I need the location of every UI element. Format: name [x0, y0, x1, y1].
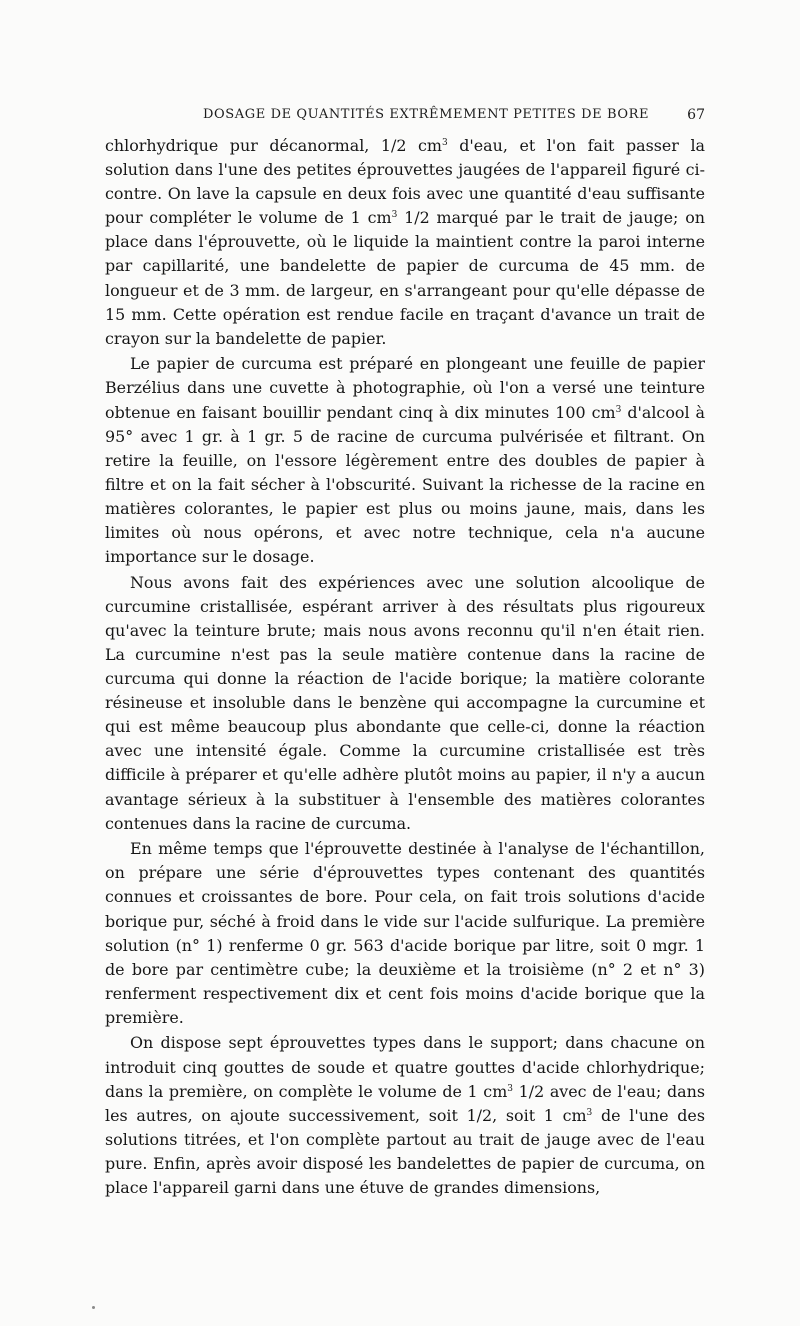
- text-run: Nous avons fait des expériences avec une solution alcoolique de curcumine cristallisée, espérant arriver à des résultats plus rigoureux qu'avec la teinture brute; mais nous avons reconnu qu'il n'en était rien. La curcumine n'est pas la seule matière contenue dans la racine de curcuma qui donne la réaction de l'acide borique; la matière colorante résineuse et insoluble dans le benzène qui accompagne la curcumine et qui est même beaucoup plus abondante que celle-ci, donne la réaction avec une intensité égale. Comme la curcumine cristallisée est très difficile à préparer et qu'elle adhère plutôt moins au papier, il n'y a aucun avantage sérieux à la substituer à l'ensemble des matières colorantes contenues dans la racine de curcuma.: [105, 572, 705, 833]
- text-run: En même temps que l'éprouvette destinée à l'analyse de l'échantillon, on prépare une série d'éprouvettes types contenant des quantités connues et croissantes de bore. Pour cela, on fait trois solutions d'acide borique pur, séché à froid dans le vide sur l'acide sulfurique. La première solution (n° 1) renferme 0 gr. 563 d'acide borique par litre, soit 0 mgr. 1 de bore par centimètre cube; la deuxième et la troisième (n° 2 et n° 3) renferment respectivement dix et cent fois moins d'acide borique que la première.: [105, 839, 705, 1027]
- text-run: de l'une des solutions titrées, et l'on complète partout au trait de jauge avec de l'eau pure. Enfin, après avoir disposé les bandelettes de papier de curcuma, on place l'appareil garni dans une étuve de grandes dimensions,: [105, 1105, 705, 1198]
- running-head: [105, 104, 705, 126]
- paragraph-curcumine-experiments: [105, 571, 705, 836]
- text-run: On dispose sept éprouvettes types dans le support; dans chacune on introduit cinq gouttes de soude et quatre gouttes d'acide chlorhydrique; dans la première, on complète le volume de 1 cm: [105, 1033, 705, 1101]
- paragraph-standard-series: [105, 837, 705, 1030]
- superscript: 3: [586, 1107, 593, 1118]
- page-number: 67: [687, 107, 705, 123]
- text-run: d'eau, et l'on fait passer la solution dans l'une des petites éprouvettes jaugées de l'appareil figuré ci-contre. On lave la capsule en deux fois avec une quantité d'eau suffisante pour compléter le volume de 1 cm: [105, 136, 705, 228]
- superscript: 3: [507, 1083, 513, 1094]
- superscript: 3: [615, 404, 622, 415]
- text-run: d'alcool à 95° avec 1 gr. à 1 gr. 5 de racine de curcuma pulvérisée et filtrant. On retire la feuille, on l'essore légèrement entre des doubles de papier à filtre et on la fait sécher à l'obscurité. Suivant la richesse de la racine en matières colorantes, le papier est plus ou moins jaune, mais, dans les limites où nous opérons, et avec notre technique, cela n'a aucune importance sur le dosage.: [105, 402, 706, 567]
- superscript: 3: [391, 210, 398, 221]
- text-run: chlorhydrique pur décanormal, 1/2 cm: [105, 136, 442, 155]
- paragraph-continued: [105, 134, 705, 351]
- text-run: 1/2 marqué par le trait de jauge; on place dans l'éprouvette, où le liquide la maintient contre la paroi interne par capillarité, une bandelette de papier de curcuma de 45 mm. de longueur et de 3 mm. de largeur, en s'arrangeant pour qu'elle dépasse de 15 mm. Cette opération est rendue facile en traçant d'avance un trait de crayon sur la bandelette de papier.: [105, 208, 705, 348]
- paragraph-curcuma-paper: [105, 352, 705, 569]
- superscript: 3: [441, 138, 448, 148]
- text-run: Le papier de curcuma est préparé en plongeant une feuille de papier Berzélius dans une cuvette à photographie, où l'on a versé une teinture obtenue en faisant bouillir pendant cinq à dix minutes 100 cm: [105, 354, 705, 422]
- paragraph-standard-tubes: [105, 1031, 705, 1200]
- running-title: DOSAGE DE QUANTITÉS EXTRÊMEMENT PETITES DE BORE: [203, 107, 650, 122]
- body-text: [105, 134, 705, 1202]
- text-run: 1/2 avec de l'eau; dans les autres, on ajoute successivement, soit 1/2, soit 1 cm: [105, 1081, 705, 1125]
- page-speck: [92, 1306, 95, 1309]
